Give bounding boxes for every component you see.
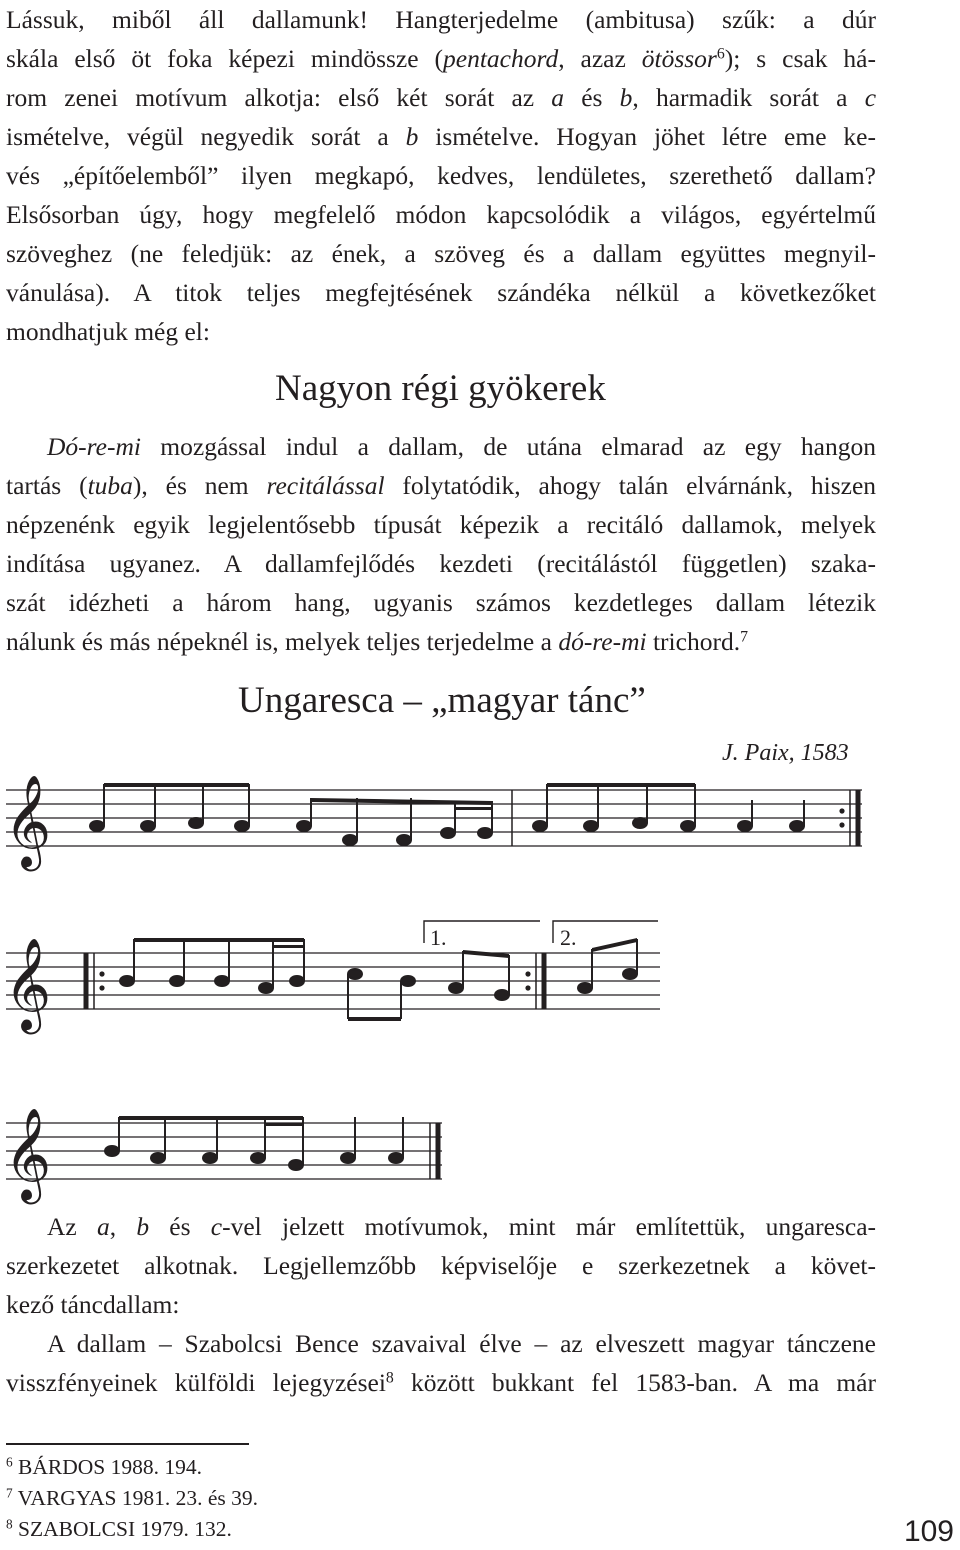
text-line: Az a, b és c-vel jelzett motívumok, mint már említettük, ungaresca- (47, 1212, 877, 1241)
section-heading: Nagyon régi gyökerek (275, 368, 606, 409)
text-line: vánulása). A titok teljes megfejtésének szándéka nélkül a következőket (6, 278, 876, 307)
notes (105, 1117, 403, 1170)
music-staff-3 (0, 1095, 960, 1200)
text-line: Dó-re-mi mozgással indul a dallam, de utána elmarad az egy hangon (47, 432, 876, 461)
treble-clef-icon: 𝄞 (4, 937, 52, 1030)
footnote-ref: 8 (385, 1369, 394, 1387)
page-number: 109 (903, 1515, 954, 1548)
text-line: visszfényeinek külföldi lejegyzései$^8$ között bukkant fel 1583-ban. A ma már (6, 1368, 876, 1397)
treble-clef-icon: 𝄞 (4, 1107, 52, 1200)
text-line: rom zenei motívum alkotja: első két sorát az a és b, harmadik sorát a c (6, 83, 877, 112)
paragraph-intro (6, 0, 876, 351)
footnote-ref: 7 (740, 628, 748, 646)
text-line: ismételve, végül negyedik sorát a b ismételve. Hogyan jöhet létre eme ke- (6, 122, 876, 151)
footnote: $^7$ VARGYAS 1981. 23. és 39. (6, 1485, 258, 1510)
text-line: kező táncdallam: (6, 1290, 180, 1319)
footnote: $^8$ SZABOLCSI 1979. 132. (6, 1516, 232, 1541)
volta-1-label: 1. (430, 925, 447, 950)
text-line: tartás (tuba), és nem recitálással folytatódik, ahogy talán elvárnánk, hiszen (6, 471, 877, 500)
footnote-ref: 6 (716, 45, 725, 63)
text-line: Lássuk, miből áll dallamunk! Hangterjedelme (ambitusa) szűk: a dúr (6, 5, 876, 34)
notes (120, 939, 637, 1019)
text-line: népzenénk egyik legjelentősebb típusát képezik a recitáló dallamok, melyek (6, 510, 876, 539)
volta-2-label: 2. (560, 925, 577, 950)
footnote-rule (6, 1443, 249, 1445)
text-line: szát idézheti a három hang, ugyanis számos kezdetleges dallam létezik (6, 588, 876, 617)
notes (90, 784, 804, 845)
text-line: nálunk és más népeknél is, melyek teljes terjedelme a dó-re-mi trichord.$^7$ (6, 627, 748, 656)
beams (119, 1116, 303, 1126)
text-line: indítása ugyanez. A dallamfejlődés kezdeti (recitálástól független) szaka- (6, 549, 876, 578)
text-line: szöveghez (ne feledjük: az ének, a szöveg és a dallam együttes megnyil- (6, 239, 876, 268)
text-line: mondhatjuk még el: (6, 317, 210, 346)
text-line: Elsősorban úgy, hogy megfelelő módon kapcsolódik a világos, egyértelmű (6, 200, 876, 229)
volta-brackets (424, 921, 658, 943)
section-heading: Ungaresca – „magyar tánc” (238, 680, 646, 721)
text-line: szerkezetet alkotnak. Legjellemzőbb képviselője e szerkezetnek a követ- (6, 1251, 876, 1280)
text-line: skála első öt foka képezi mindössze (pentachord, azaz ötössor$^6$); s csak há- (6, 44, 876, 73)
text-line: vés „építőelemből” ilyen megkapó, kedves, lendületes, szerethető dallam? (6, 161, 876, 190)
paragraph-doremi (6, 427, 876, 661)
text-line: A dallam – Szabolcsi Bence szavaival élve – az elveszett magyar tánczene (47, 1329, 876, 1358)
treble-clef-icon: 𝄞 (4, 774, 52, 867)
music-attribution: J. Paix, 1583 (722, 740, 849, 766)
music-staff-1 (0, 770, 960, 870)
footnotes (6, 1452, 258, 1545)
beams (104, 783, 695, 810)
paragraph-ungaresca (6, 1207, 876, 1402)
music-staff-2 (0, 915, 960, 1055)
footnote: $^6$ BÁRDOS 1988. 194. (6, 1454, 203, 1479)
